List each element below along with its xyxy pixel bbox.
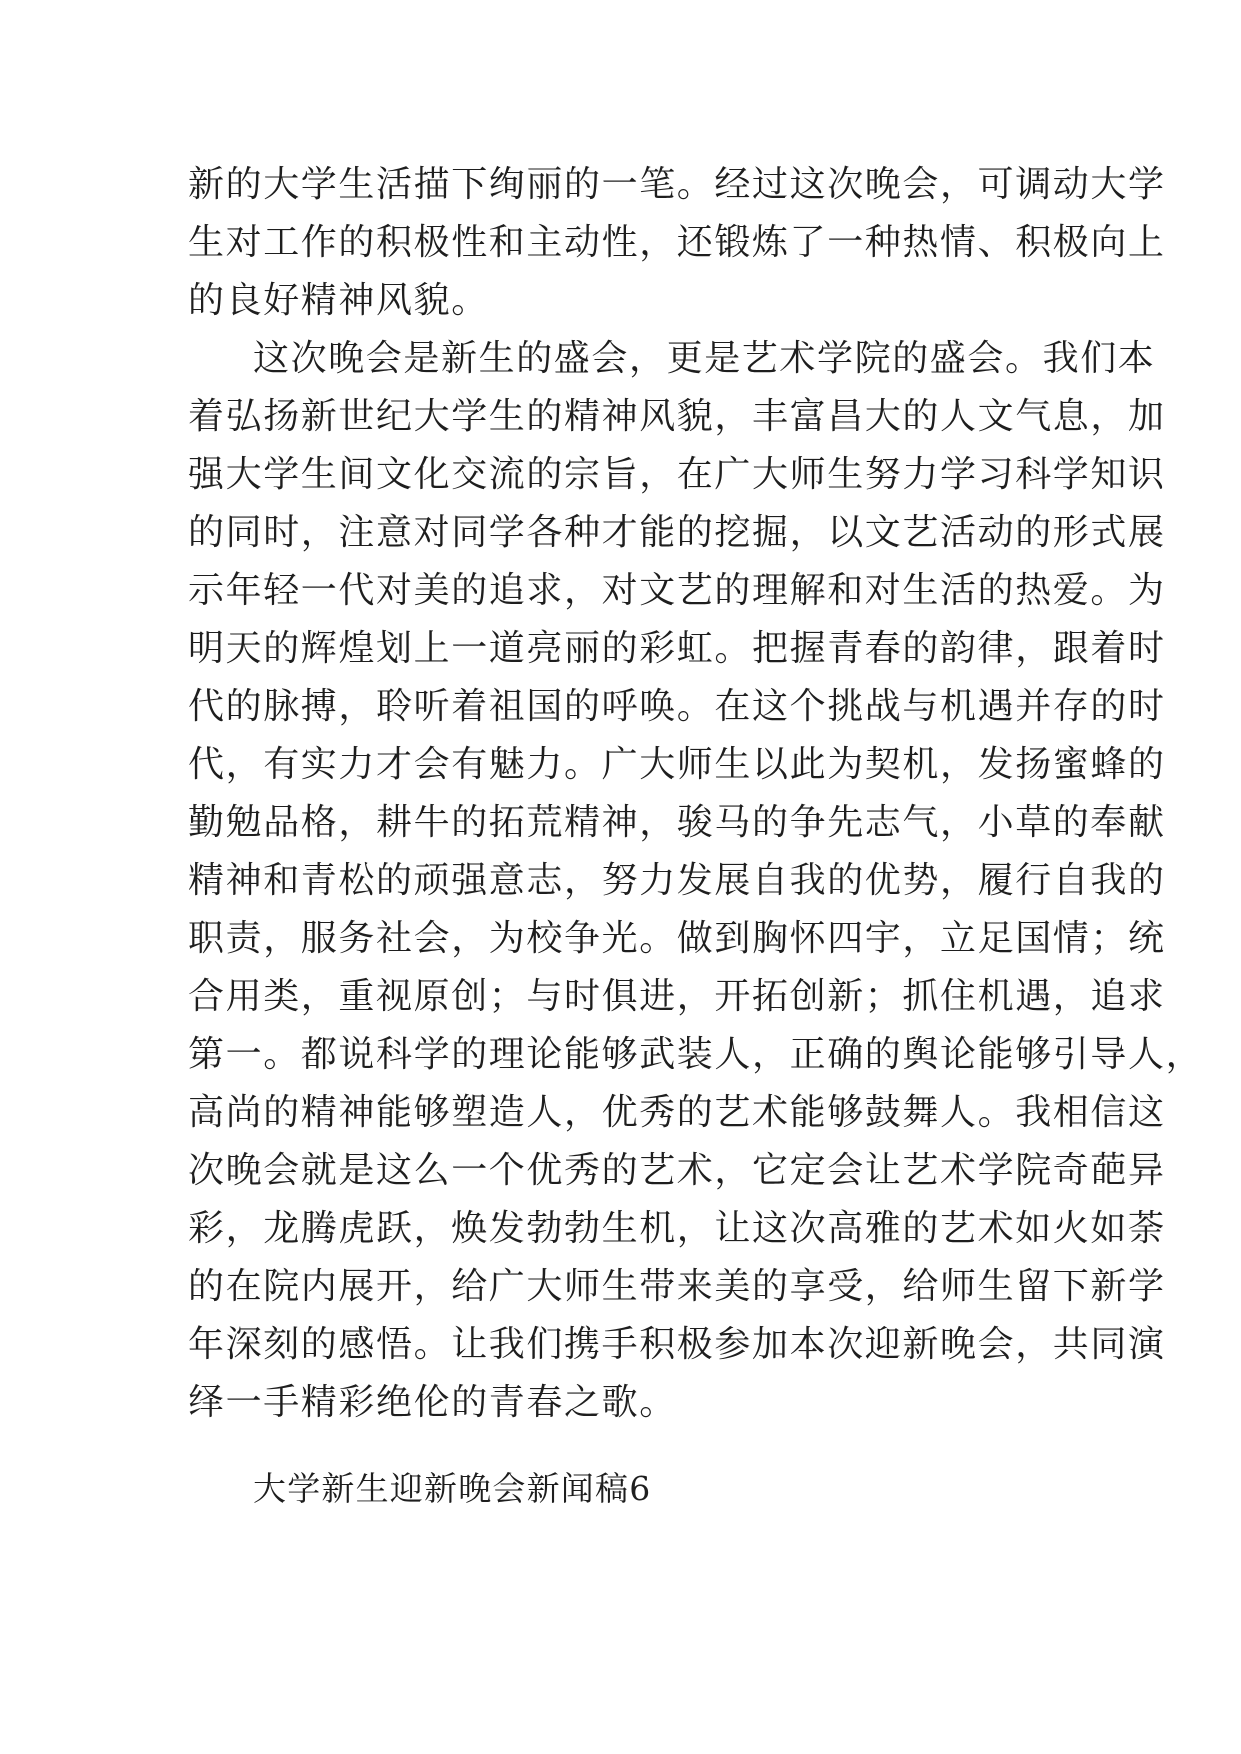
paragraph-2-line-9: 勤勉品格，耕牛的拓荒精神，骏马的争先志气，小草的奉献	[188, 802, 1166, 843]
paragraph-2-line-3: 强大学生间文化交流的宗旨，在广大师生努力学习科学知识	[188, 454, 1166, 495]
paragraph-2-line-8: 代，有实力才会有魅力。广大师生以此为契机，发扬蜜蜂的	[188, 744, 1166, 785]
paragraph-2-line-17: 的在院内展开，给广大师生带来美的享受，给师生留下新学	[188, 1266, 1166, 1307]
paragraph-2-line-7: 代的脉搏，聆听着祖国的呼唤。在这个挑战与机遇并存的时	[188, 686, 1166, 727]
paragraph-2-line-12: 合用类，重视原创；与时俱进，开拓创新；抓住机遇，追求	[188, 976, 1166, 1017]
paragraph-2-line-15: 次晚会就是这么一个优秀的艺术，它定会让艺术学院奇葩异	[188, 1150, 1166, 1191]
document-body	[188, 156, 1204, 1432]
paragraph-2-line-18: 年深刻的感悟。让我们携手积极参加本次迎新晚会，共同演	[188, 1324, 1166, 1365]
paragraph-1-line-1: 新的大学生活描下绚丽的一笔。经过这次晚会，可调动大学	[188, 164, 1166, 205]
paragraph-2-line-2: 着弘扬新世纪大学生的精神风貌，丰富昌大的人文气息，加	[188, 396, 1166, 437]
paragraph-2-line-13: 第一。都说科学的理论能够武装人，正确的舆论能够引导人，	[188, 1034, 1204, 1075]
paragraph-2-line-14: 高尚的精神能够塑造人，优秀的艺术能够鼓舞人。我相信这	[188, 1092, 1166, 1133]
paragraph-2-line-11: 职责，服务社会，为校争光。做到胸怀四宇，立足国情；统	[188, 918, 1166, 959]
paragraph-2-line-16: 彩，龙腾虎跃，焕发勃勃生机，让这次高雅的艺术如火如荼	[188, 1208, 1166, 1249]
paragraph-1-line-3: 的良好精神风貌。	[188, 280, 489, 321]
paragraph-2-line-5: 示年轻一代对美的追求，对文艺的理解和对生活的热爱。为	[188, 570, 1166, 611]
paragraph-1	[188, 156, 1166, 330]
paragraph-1-line-2: 生对工作的积极性和主动性，还锻炼了一种热情、积极向上	[188, 222, 1166, 263]
paragraph-2-line-19: 绎一手精彩绝伦的青春之歌。	[188, 1382, 677, 1423]
paragraph-2-line-6: 明天的辉煌划上一道亮丽的彩虹。把握青春的韵律，跟着时	[188, 628, 1166, 669]
paragraph-2	[188, 330, 1204, 1432]
section-heading: 大学新生迎新晚会新闻稿6	[253, 1469, 652, 1508]
section-heading-block	[253, 1464, 651, 1514]
paragraph-2-line-10: 精神和青松的顽强意志，努力发展自我的优势，履行自我的	[188, 860, 1166, 901]
paragraph-2-line-4: 的同时，注意对同学各种才能的挖掘，以文艺活动的形式展	[188, 512, 1166, 553]
paragraph-2-line-1: 这次晚会是新生的盛会，更是艺术学院的盛会。我们本	[253, 338, 1156, 379]
